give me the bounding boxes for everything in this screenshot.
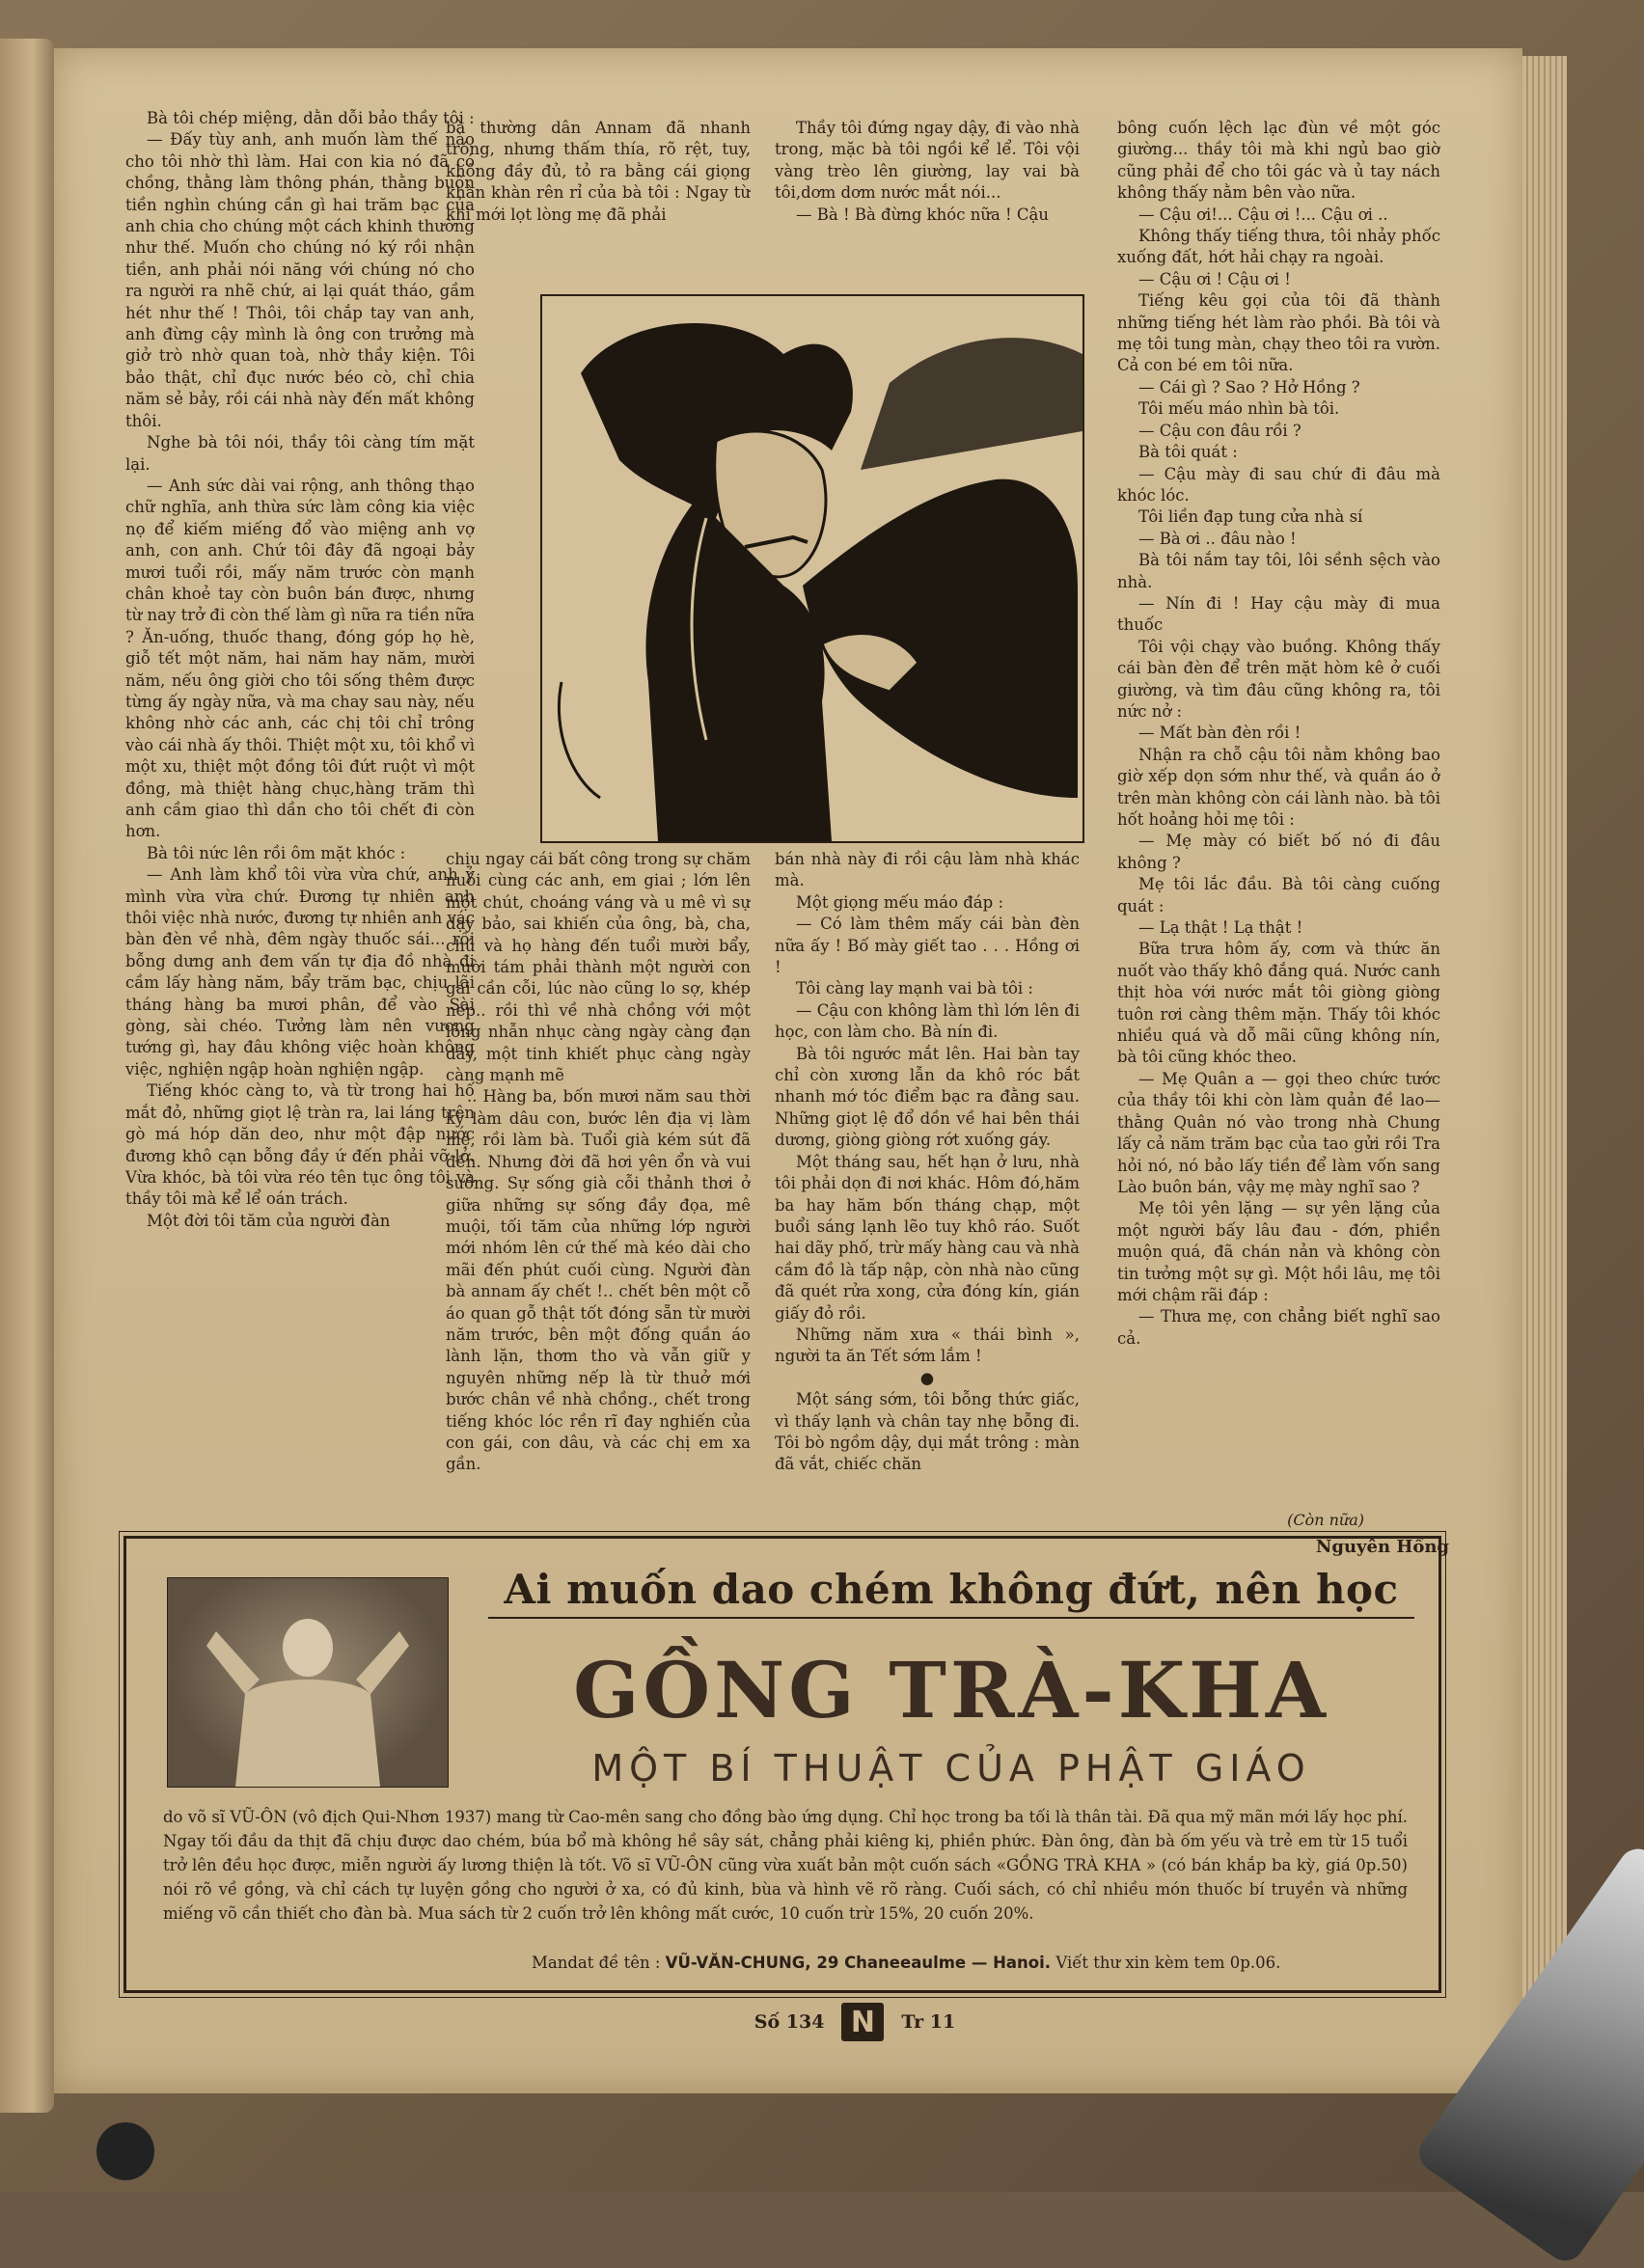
article-column-2 [446, 849, 751, 1574]
article-paragraph: Bà tôi nức lên rồi ôm mặt khóc : [147, 843, 406, 862]
article-paragraph: ● [919, 1368, 935, 1387]
article-paragraph: Tôi càng lay mạnh vai bà tôi : [796, 979, 1033, 998]
article-paragraph: Bà tôi chép miệng, dằn dỗi bảo thầy tôi : [147, 109, 475, 127]
ad-subtitle: MỘT BÍ THUẬT CỦA PHẬT GIÁO [591, 1747, 1311, 1790]
article-paragraph: — Đấy tùy anh, anh muốn làm thế nào cho tôi nhờ thì làm. Hai con kia nó đã có chồng, thằng làm thông phán, thằng buôn tiền nghìn chúng cần gì hai trăm bạc của anh chia cho chúng một cách khinh thường như thế. Muốn cho chúng nó ký rồi nhận tiền, anh phải nói năng với chúng nó cho ra người ra nhẽ chứ, ai lại quát tháo, gầm hét như thế ! Thôi, tôi chắp tay van anh, anh đừng cậy mình là ông con trưởng mà giở trò nhờ quan toà, nhờ thầy kiện. Tôi bảo thật, chỉ đục nước béo cò, chỉ chia năm sẻ bảy, rồi cái nhà này đến mất không thôi. [125, 130, 475, 430]
article-paragraph: Tôi liền đạp tung cửa nhà sí [1138, 507, 1363, 527]
ad-order-suffix: Viết thư xin kèm tem 0p.06. [1055, 1954, 1281, 1972]
article-paragraph: Bà tôi quát : [1138, 443, 1238, 462]
article-paragraph: — Cậu mày đi sau chứ đi đâu mà khóc lóc. [1117, 464, 1440, 505]
dark-knob [96, 2122, 154, 2180]
article-paragraph: Một tháng sau, hết hạn ở lưu, nhà tôi phải dọn đi nơi khác. Hôm đó,hăm ba hay hăm bốn tháng chạp, một buổi sáng lạnh lẽo tuy khô ráo. Suốt hai dãy phố, trừ mấy hàng cau và nhà cầm đồ là tấp nập, còn nhà nào cũng đã quét rửa xong, cửa đóng kín, gián giấy đỏ rồi. [775, 1152, 1080, 1323]
article-paragraph: Bữa trưa hôm ấy, cơm và thức ăn nuốt vào thấy khô đắng quá. Nước canh thịt hòa với nước mắt tôi giòng giòng tuôn rơi càng thêm mặn. Thấy tôi khóc nhiều quá và dỗ mãi cũng không nín, bà tôi cũng khóc theo. [1117, 940, 1440, 1067]
ad-order-name: VŨ-VĂN-CHUNG, 29 Chaneeaulme — Hanoi. [665, 1954, 1052, 1972]
article-paragraph: — Bà ! Bà đừng khóc nữa ! Cậu [796, 205, 1050, 224]
article-paragraph: — Mẹ mày có biết bố nó đi đâu không ? [1117, 832, 1440, 872]
continued-note: (Còn nữa) [1287, 1511, 1364, 1529]
page-footer [691, 1999, 1019, 2045]
article-paragraph: — Nín đi ! Hay cậu mày đi mua thuốc [1117, 593, 1440, 635]
article-paragraph: — Cậu ơi!... Cậu ơi !... Cậu ơi .. [1138, 205, 1388, 224]
article-paragraph: — Thưa mẹ, con chẳng biết nghĩ sao cả. [1117, 1307, 1440, 1348]
ad-body-text: do võ sĩ VŨ-ÔN (vô địch Qui-Nhơn 1937) mang từ Cao-mên sang cho đồng bào ứng dụng. Chỉ học trong ba tối là thân tài. Đã qua mỹ mãn mới lấy học phí. Ngay tối đầu da thịt đã chịu được dao chém, búa bổ mà không hề sây sát, chẳng phải kiêng kị, phiền phức. Đàn ông, đàn bà ốm yếu và trẻ em từ 15 tuổi trở lên đều học được, miễn người ấy lương thiện là tốt. Võ sĩ VŨ-ÔN cũng vừa xuất bản một cuốn sách «GỒNG TRÀ KHA » (có bán khắp ba kỳ, giá 0p.50) nói rõ về gồng, và chỉ cách tự luyện gồng cho người ở xa, có đủ kinh, bùa và hình vẽ rõ ràng. Cuối sách, có chỉ nhiều món thuốc bí truyền và những miếng võ cần thiết cho đàn bà. Mua sách từ 2 cuốn trở lên không mất cước, 10 cuốn trừ 15%, 20 cuốn 20%. [163, 1808, 1408, 1923]
strongman-figure-icon [168, 1578, 448, 1787]
article-paragraph: Nghe bà tôi nói, thầy tôi càng tím mặt lại. [125, 433, 475, 474]
ad-title: GỒNG TRÀ-KHA [573, 1645, 1329, 1735]
magazine-logo: N [841, 2003, 884, 2041]
article-paragraph: — Cái gì ? Sao ? Hở Hồng ? [1138, 377, 1360, 396]
article-column-3 [775, 849, 1080, 1574]
article-paragraph: — Cậu ơi ! Cậu ơi ! [1138, 269, 1291, 288]
advertisement-box [123, 1536, 1441, 1993]
woodcut-illustration [540, 294, 1084, 843]
strongman-photo [167, 1577, 449, 1788]
article-paragraph: — Có làm thêm mấy cái bàn đèn nữa ấy ! Bố mày giết tao . . . Hồng ơi ! [775, 915, 1080, 977]
article-paragraph: Tôi mếu máo nhìn bà tôi. [1138, 399, 1340, 419]
article-paragraph: — Bà ơi .. đâu nào ! [1138, 529, 1297, 548]
article-paragraph: Không thấy tiếng thưa, tôi nhảy phốc xuống đất, hớt hải chạy ra ngoài. [1117, 227, 1440, 267]
article-paragraph: Mẹ tôi lắc đầu. Bà tôi càng cuống quát : [1117, 875, 1440, 915]
article-paragraph: — Lạ thật ! Lạ thật ! [1138, 918, 1303, 938]
page-number: Tr 11 [901, 2011, 956, 2033]
article-paragraph: Tiếng khóc càng to, và từ trong hai hố mắt đỏ, những giọt lệ tràn ra, lai láng trên gò má hóp dăn deo, như một đập nước đương khô cạn bỗng đầy ứ đến phải vỡ lở. Vừa khóc, bà tôi vừa réo tên tục ông tôi và thầy tôi mà kể lể oán trách. [125, 1081, 475, 1209]
left-page-binding [0, 39, 54, 2113]
article-paragraph: Một đời tôi tăm của người đàn [147, 1211, 391, 1230]
article-paragraph: chịu ngay cái bất công trong sự chăm nuôi cùng các anh, em giai ; lớn lên một chút, choáng váng và u mê vì sự dạy bảo, sai khiến của ông, bà, cha, chú và họ hàng đến tuổi mười bẩy, mười tám phải thành một người con gái cần cỗi, lúc nào cũng lo sợ, khép nép.. rồi thì về nhà chồng với một lòng nhẫn nhục càng ngày càng đạn dầy, một tinh khiết phục càng ngày càng mạnh mẽ [446, 850, 751, 1085]
article-paragraph: Một sáng sớm, tôi bỗng thức giấc, vì thấy lạnh và chân tay nhẹ bỗng đi. Tôi bò ngồm dậy, dụi mắt trông : màn đã vắt, chiếc chăn [775, 1390, 1080, 1474]
magazine-page [54, 48, 1522, 2093]
article-paragraph: .. Hàng ba, bốn mươi năm sau thời kỳ làm dâu con, bước lên địa vị làm mẹ, rồi làm bà. Tuổi già kém sút đã đến. Nhưng đời đã hơi yên ổn và vui sướng. Sự sống già cỗi thảnh thơi ở giữa những sự sống đầy đọa, mê muội, tối tăm của những lớp người mới nhóm lên cứ thế mà kéo dài cho mãi đến phút cuối cùng. Người đàn bà annam ấy chết !.. chết bên một cỗ áo quan gỗ thật tốt đóng sẵn từ mười năm trước, bên một đống quần áo lành lặn, thơm tho và vẫn giữ y nguyên những nếp là từ thuở mới bước chân về nhà chồng., chết trong tiếng khóc lóc rền rĩ đay nghiến của con gái, con dâu, và các chị em xa gần. [446, 1087, 751, 1474]
article-column-4 [1117, 118, 1440, 1536]
article-paragraph: Một giọng mếu máo đáp : [796, 892, 1004, 912]
article-column-3-top [775, 118, 1080, 291]
article-paragraph: Bà tôi ngước mắt lên. Hai bàn tay chỉ còn xương lẫn da khô róc bắt nhanh mớ tóc điểm bạc ra đằng sau. Những giọt lệ đổ dồn về hai bên thái dương, giòng giòng rớt xuống gáy. [775, 1044, 1080, 1150]
article-paragraph: — Cậu con đâu rồi ? [1138, 421, 1302, 440]
article-paragraph: — Anh làm khổ tôi vừa vừa chứ, anh ỷ mình vừa vừa chứ. Đương tự nhiên anh thôi việc nhà nước, đương tự nhiên anh vác bàn đèn về nhà, đêm ngày thuốc sái... rồi bỗng dưng anh đem vấn tự địa đồ nhà đi cầm lấy hàng năm, bẩy trăm bạc, chịu lãi tháng hàng ba mươi phân, để vào Sài gòng, sài chéo. Tưởng làm nên vương tướng gì, hay đâu không việc hoàn không việc, nghiện ngập hoàn nghiện ngập. [125, 865, 475, 1079]
article-column-1 [125, 108, 475, 1574]
issue-number: Số 134 [754, 2011, 825, 2033]
article-paragraph: Tiếng kêu gọi của tôi đã thành những tiếng hét làm rào phồi. Bà tôi và mẹ tôi tung màn, chạy theo tôi ra vườn. Cả con bé em tôi nữa. [1117, 291, 1440, 375]
article-paragraph: — Mẹ Quân a — gọi theo chức tước của thầy tôi khi còn làm quản đề lao—thằng Quân nó vào trong nhà Chung lấy cả năm trăm bạc của tao gửi rồi Tra hỏi nó, nó bảo lấy tiền để làm vốn sang Lào buôn bán, vậy mẹ mày nghĩ sao ? [1117, 1069, 1440, 1196]
page-edges [1522, 56, 1567, 2082]
article-paragraph: — Cậu con không làm thì lớn lên đi học, con làm cho. Bà nín đi. [775, 1000, 1080, 1042]
ad-order-prefix: Mandat đề tên : [532, 1954, 661, 1972]
ad-headline: Ai muốn dao chém không đứt, nên học [488, 1566, 1414, 1619]
author-signature: Nguyên Hồng [1315, 1537, 1449, 1557]
article-paragraph: — Mất bàn đèn rồi ! [1138, 724, 1302, 743]
article-paragraph: Mẹ tôi yên lặng — sự yên lặng của một người bấy lâu đau - đớn, phiền muộn quá, đã chán nản và không còn tin tưởng một sự gì. Một hồi lâu, mẹ tôi mới chậm rãi đáp : [1117, 1199, 1440, 1304]
article-paragraph: Thầy tôi đứng ngay dậy, đi vào nhà trong, mặc bà tôi ngồi kể lể. Tôi vội vàng trèo lên giường, lay vai bà tôi,dơm dơm nước mắt nói... [775, 119, 1080, 203]
article-paragraph: Tôi vội chạy vào buồng. Không thấy cái bàn đèn để trên mặt hòm kê ở cuối giường, và tìm đâu cũng không ra, tôi nức nở : [1117, 637, 1440, 721]
ad-order-line [532, 1954, 1280, 1972]
article-paragraph: bông cuốn lệch lạc đùn về một góc giường... thầy tôi mà khi ngủ bao giờ cũng phải để cho tôi gác và ủ tay nách không thấy nằm bên vào nữa. [1117, 119, 1440, 203]
man-smoking-illustration [542, 296, 1082, 841]
article-paragraph: Những năm xưa « thái bình », người ta ăn Tết sớm lắm ! [775, 1325, 1080, 1366]
article-paragraph: Bà tôi nắm tay tôi, lôi sềnh sệch vào nhà. [1117, 551, 1440, 591]
article-paragraph: — Anh sức dài vai rộng, anh thông thạo chữ nghĩa, anh thừa sức làm công kia việc nọ để kiếm miếng đổ vào miệng anh vợ anh, con anh. Chứ tôi đây đã ngoại bảy mươi tuổi rồi, mấy năm trước còn mạnh chân khoẻ tay còn buôn bán được, nhưng từ nay trở đi còn thế làm gì nữa ra tiền nữa ? Ăn-uống, thuốc thang, đóng góp họ hè, giỗ tết một năm, hai năm hay năm, mười năm, nếu ông giời cho tôi sống thêm được từng ấy ngày nữa, và ma chay sau này, nếu không nhờ các anh, các chị tôi chỉ trông vào cái nhà ấy thôi. Thiệt một xu, tôi khổ vì một xu, thiệt một đồng tôi đứt ruột vì một đồng, mà thiệt hàng chục,hàng trăm thì anh cầm giao thì dần cho tôi chết đi còn hơn. [125, 476, 475, 841]
article-paragraph: bà thường dân Annam đã nhanh tróng, nhưng thấm thía, rõ rệt, tuy, không đầy đủ, tỏ ra bằng cái giọng khàn khàn rên rỉ của bà tôi : Ngay từ khi mới lọt lòng mẹ đã phải [446, 119, 751, 224]
article-paragraph: Nhận ra chỗ cậu tôi nằm không bao giờ xếp dọn sớm như thế, và quần áo ở trên màn không còn cái lành nào. bà tôi hốt hoảng hỏi mẹ tôi : [1117, 745, 1440, 829]
article-column-2-top [446, 118, 751, 291]
article-paragraph: bán nhà này đi rồi cậu làm nhà khác mà. [775, 850, 1080, 890]
